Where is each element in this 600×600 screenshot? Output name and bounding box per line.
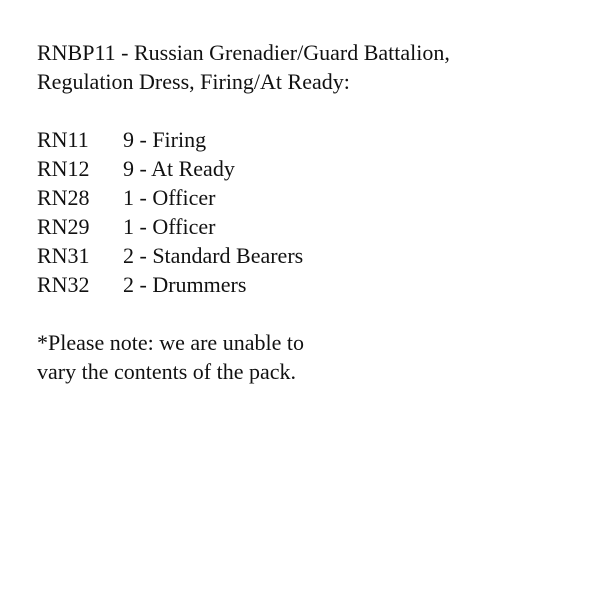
item-code: RN29 xyxy=(37,214,90,239)
pack-note-line-1: *Please note: we are unable to xyxy=(37,330,304,355)
item-code: RN28 xyxy=(37,185,90,210)
item-code: RN31 xyxy=(37,243,90,268)
list-item xyxy=(37,154,577,183)
pack-note xyxy=(37,328,577,386)
pack-title-line-2: Regulation Dress, Firing/At Ready: xyxy=(37,69,350,94)
item-description: 1 - Officer xyxy=(123,214,216,239)
item-code: RN12 xyxy=(37,156,90,181)
list-item xyxy=(37,125,577,154)
list-item xyxy=(37,212,577,241)
item-description: 2 - Drummers xyxy=(123,272,247,297)
product-description xyxy=(37,38,577,386)
item-description: 9 - Firing xyxy=(123,127,207,152)
list-item xyxy=(37,183,577,212)
item-code: RN32 xyxy=(37,272,90,297)
item-code: RN11 xyxy=(37,127,89,152)
list-item xyxy=(37,270,577,299)
item-description: 2 - Standard Bearers xyxy=(123,243,304,268)
pack-contents-list xyxy=(37,125,577,299)
list-item xyxy=(37,241,577,270)
item-description: 9 - At Ready xyxy=(123,156,235,181)
pack-title-line-1: RNBP11 - Russian Grenadier/Guard Battalion, xyxy=(37,40,450,65)
pack-title xyxy=(37,38,577,96)
item-description: 1 - Officer xyxy=(123,185,216,210)
pack-note-line-2: vary the contents of the pack. xyxy=(37,359,297,384)
